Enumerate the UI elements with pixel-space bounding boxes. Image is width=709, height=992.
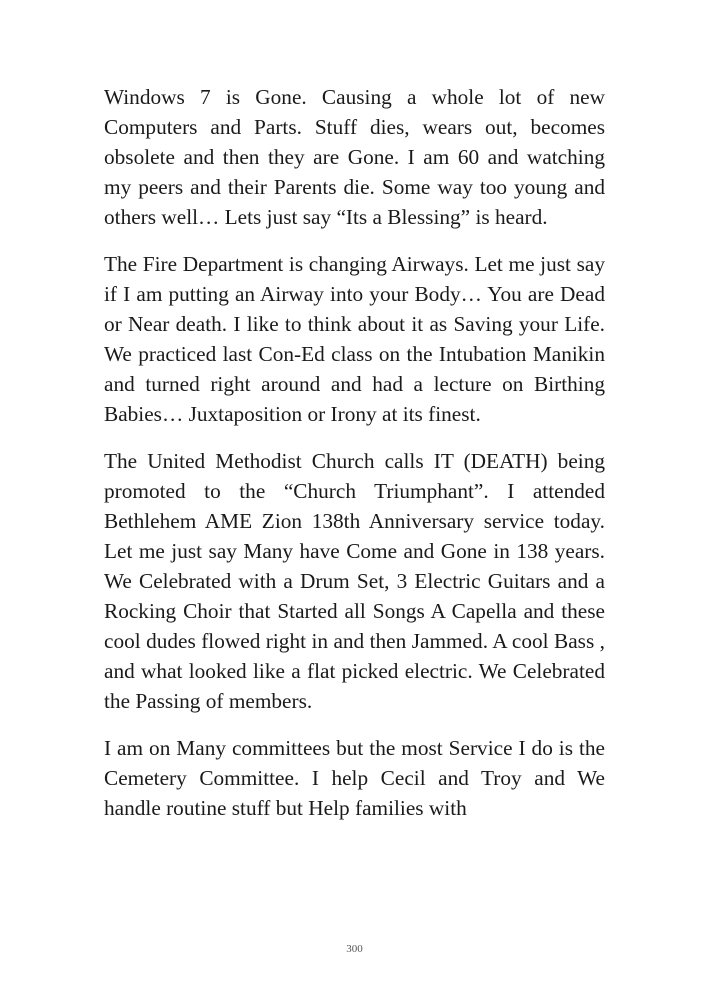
page-number: 300 — [346, 943, 363, 955]
body-text — [104, 82, 605, 840]
paragraph-fire-department: The Fire Department is changing Airways. Let me just say if I am putting an Airway into your Body… You are Dead or Near death. I like to think about it as Saving your Life. We practiced last Con-Ed class on the Intubation Manikin and turned right around and had a lecture on Birthing Babies… Juxtaposition or Irony at its finest. — [104, 252, 605, 426]
paragraph-cemetery-committee: I am on Many committees but the most Service I do is the Cemetery Committee. I help Cecil and Troy and We handle routine stuff but Help families with — [104, 736, 605, 820]
paragraph-methodist-church: The United Methodist Church calls IT (DEATH) being promoted to the “Church Triumphant”. I attended Bethlehem AME Zion 138th Anniversary service today. Let me just say Many have Come and Gone in 138 years. We Celebrated with a Drum Set, 3 Electric Guitars and a Rocking Choir that Started all Songs A Capella and these cool dudes flowed right in and then Jammed. A cool Bass , and what looked like a flat picked electric. We Celebrated the Passing of members. — [104, 449, 605, 713]
paragraph-windows: Windows 7 is Gone. Causing a whole lot of new Computers and Parts. Stuff dies, wears out, becomes obsolete and then they are Gone. I am 60 and watching my peers and their Parents die. Some way too young and others well… Lets just say “Its a Blessing” is heard. — [104, 85, 605, 229]
